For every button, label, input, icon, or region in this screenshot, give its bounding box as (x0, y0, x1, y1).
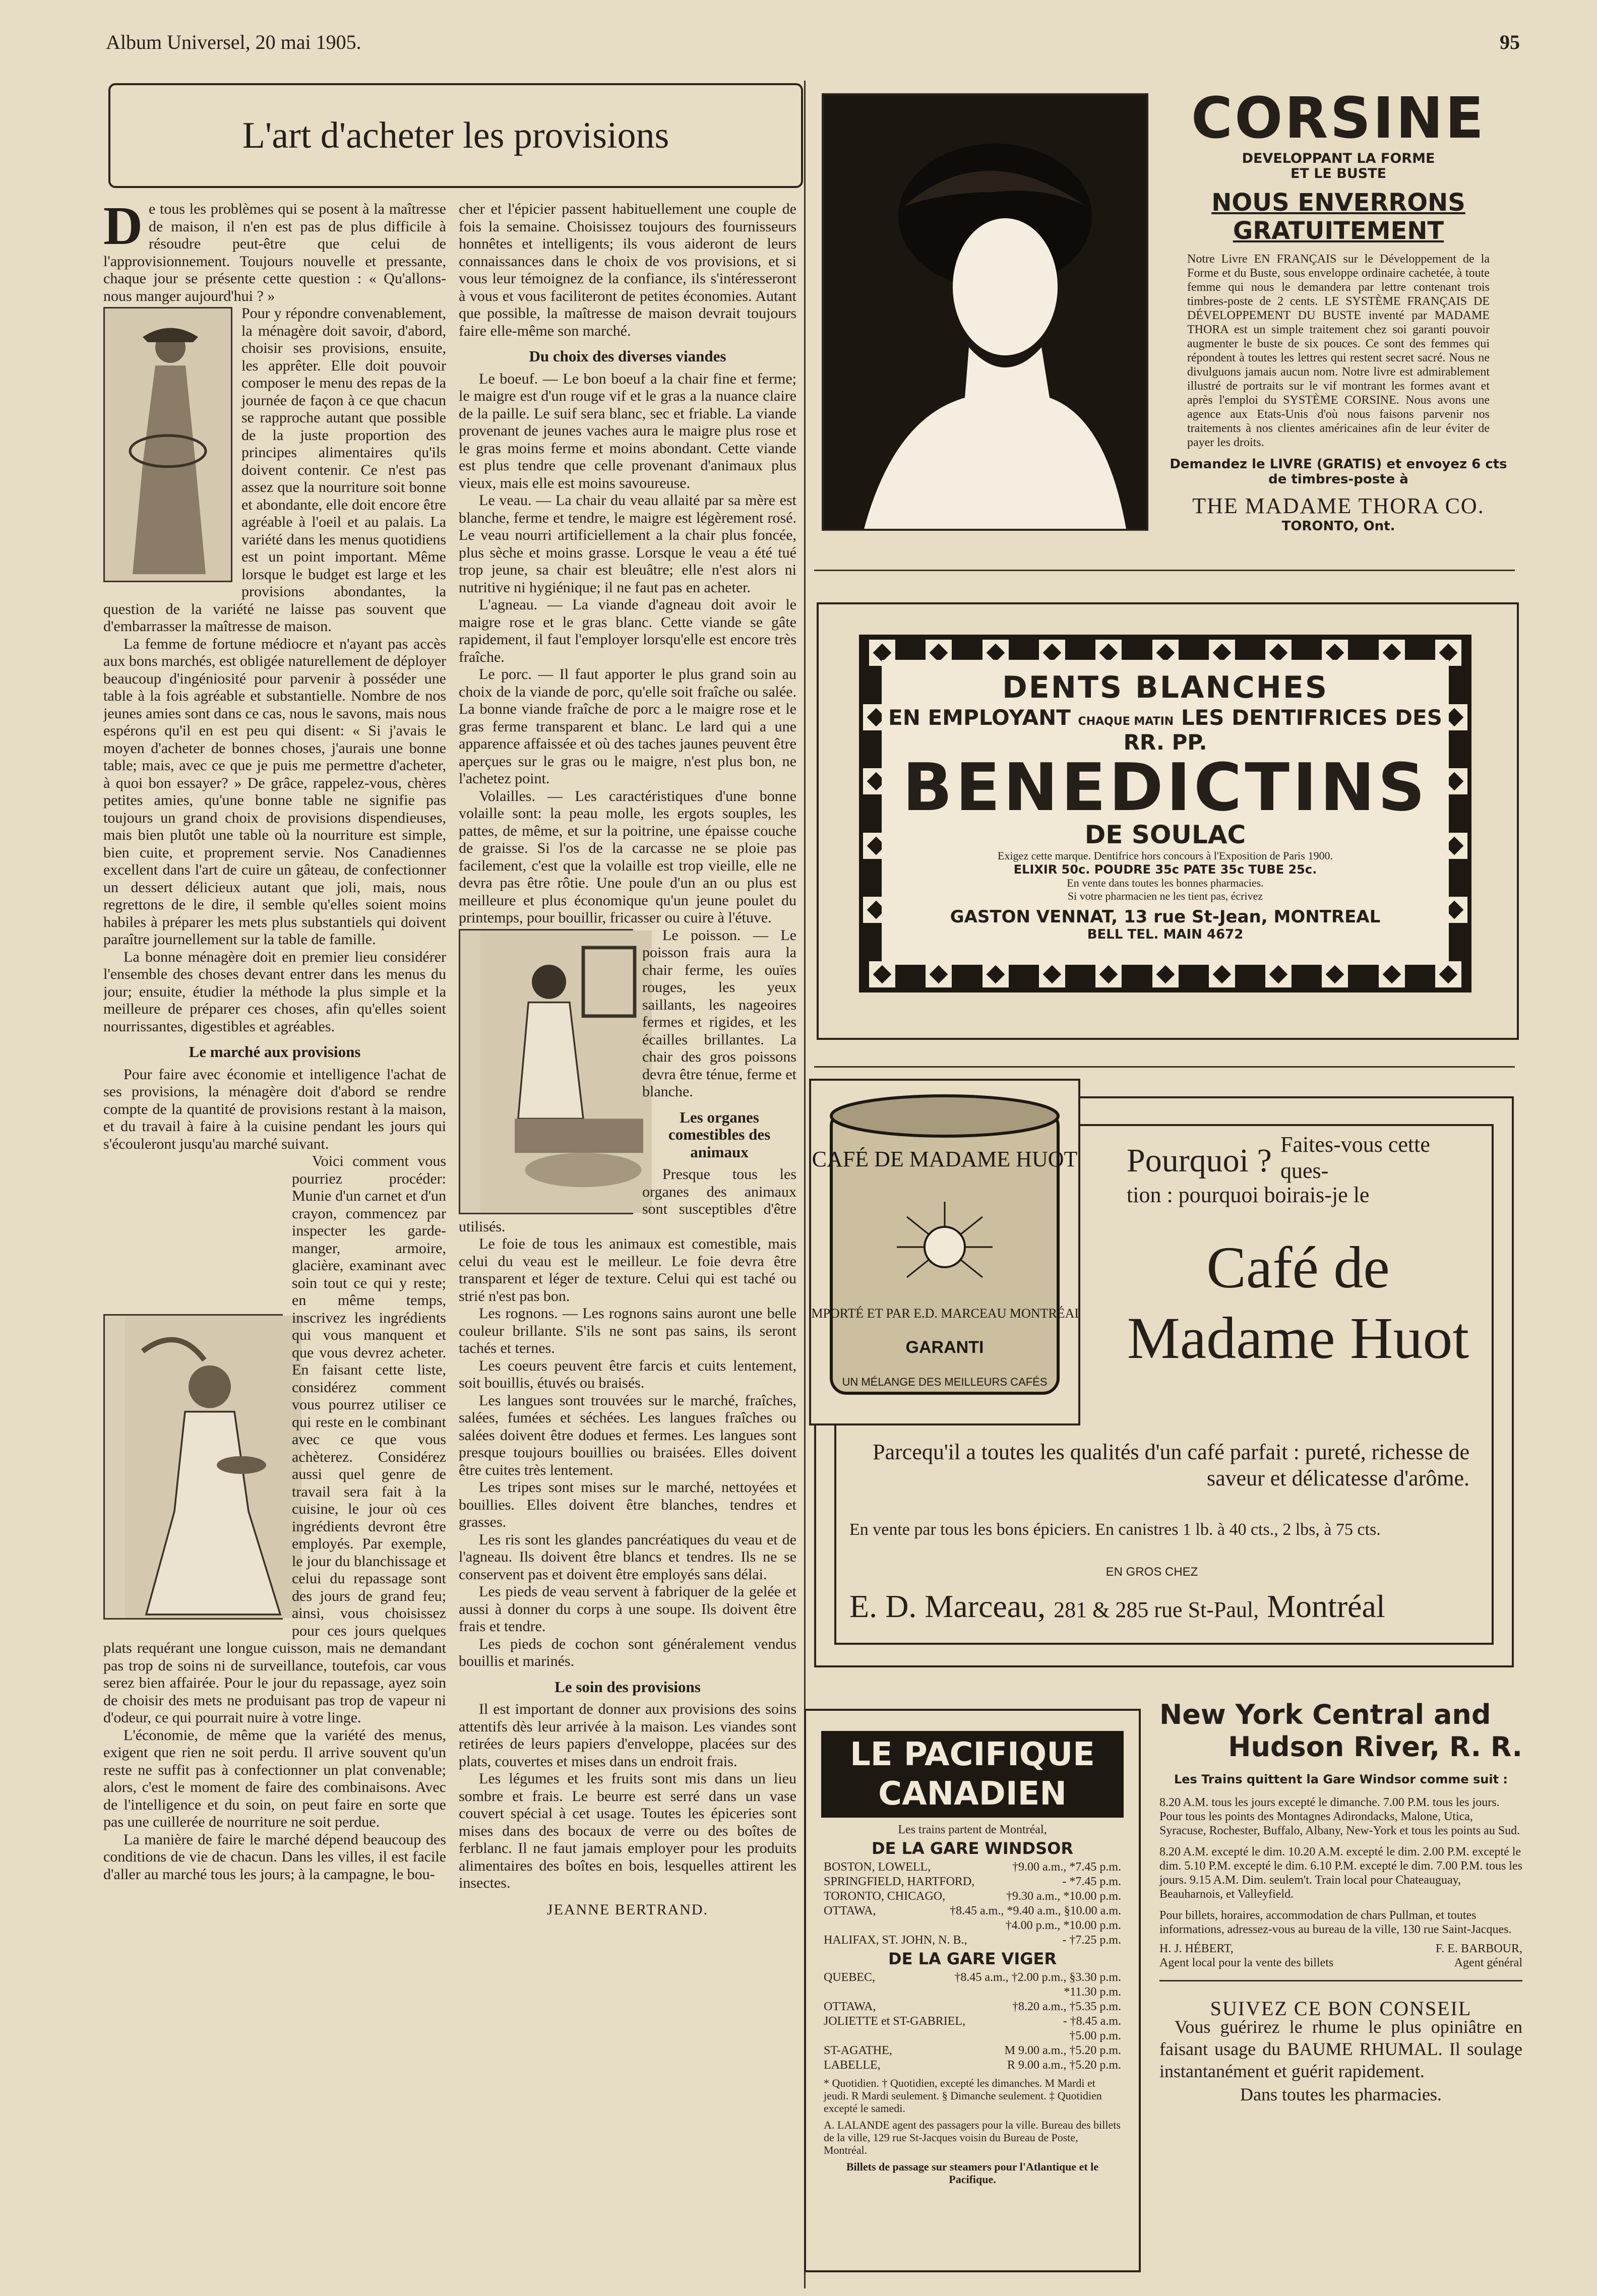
cafe-huot-ad (811, 1096, 1512, 1666)
nyc-block2: 8.20 A.M. excepté le dim. 10.20 A.M. excepté le dim. 2.00 P.M. excepté le dim. 5.10 P.M. excepté le dim. 6.10 P.M. excepté le dim. 7.00 P.M. tous les jours. 9.15 A.M. Dim. seulem't. Train local pour Chateauguay, Beauharnois, et Valleyfield. (1159, 1845, 1522, 1901)
dents-line2: EN EMPLOYANT CHAQUE MATIN LES DENTIFRICES DES RR. PP. (888, 705, 1442, 755)
dents-exigez: Exigez cette marque. Dentifrice hors concours à l'Exposition de Paris 1900. (998, 849, 1333, 862)
frame-diamond (1039, 961, 1065, 987)
paragraph: Les langues sont trouvées sur le marché, fraîches, salées, fumées et séchées. Les langues fraîches ou salées doivent être dodues et fermes. Les langues sont presque toujours bouillies ou braisées. Elles doivent être cuites très lentement. (459, 1392, 796, 1478)
dents-text-panel (882, 660, 1449, 965)
cafe-gros: EN GROS CHEZ (1105, 1565, 1198, 1579)
frame-diamond (1379, 961, 1405, 987)
schedule-destination: QUEBEC, (824, 1971, 875, 1984)
article-column-1 (103, 201, 446, 2272)
article-column-2 (459, 201, 796, 2272)
pac-gare-viger: DE LA GARE VIGER (888, 1949, 1057, 1968)
section-heading: Le marché aux provisions (189, 1043, 361, 1061)
viger-row (806, 2043, 1139, 2058)
windsor-row (806, 1860, 1139, 1875)
paragraph: Le foie de tous les animaux est comestible, mais celui du veau est le meilleur. Le foie devra être transparent et léger de texture. Celui qui est taché ou strié n'est pas bon. (459, 1235, 796, 1305)
paragraph: Pour faire avec économie et intelligence l'achat de ses provisions, la ménagère doit d'abord se rendre compte de la quantité de provisions restant à la maison, et du travail à faire à la cuisine pendant les jours qui s'écouleront jusqu'au marché suivant. (103, 1066, 446, 1152)
schedule-times: †5.00 p.m. (1069, 2029, 1121, 2042)
baume-pharm: Dans toutes les pharmacies. (1240, 2084, 1442, 2104)
article-title: L'art d'acheter les provisions (242, 114, 669, 156)
nyc-block1: 8.20 A.M. tous les jours excepté le dimanche. 7.00 P.M. tous les jours. Pour tous les points des Montagnes Adirondacks, Malone, Utica, Syracuse, Rochester, Buffalo, Albany, New-York et tous les points au Sud. (1159, 1796, 1520, 1837)
viger-row (806, 1970, 1139, 1985)
corsine-ask: Demandez le LIVRE (GRATIS) et envoyez 6 cts de timbres-poste à (1170, 457, 1507, 487)
paragraph: cher et l'épicier passent habituellement une couple de fois la semaine. Choisissez toujours des fournisseurs honnêtes et intelligents; ils vous aideront de leurs connaissances dans le choix de vos provisions, et si vous leur témoignez de la confiance, ils s'intéresseront à vous et vous faciliteront de petites économies. Autant que possible, la maîtresse de maison devrait toujours faire elle-même son marché. (459, 201, 796, 339)
frame-diamond (1265, 961, 1292, 987)
tin-band: UN MÉLANGE DES MEILLEURS CAFÉS (842, 1376, 1048, 1388)
viger-row (806, 2014, 1139, 2029)
corsine-ad (1167, 86, 1510, 534)
dents-tel: BELL TEL. MAIN 4672 (1087, 927, 1244, 942)
ad-separator (1159, 1980, 1522, 1981)
corsine-sub2: ET LE BUSTE (1290, 166, 1387, 181)
frame-diamond (869, 961, 895, 987)
frame-diamond (1095, 961, 1122, 987)
schedule-times: †4.00 p.m., *10.00 p.m. (1005, 1919, 1121, 1932)
schedule-times: - †8.45 a.m. (1063, 2015, 1121, 2028)
viger-schedule (806, 1970, 1139, 2073)
page-number: 95 (1500, 31, 1520, 53)
paragraph: La manière de faire le marché dépend beaucoup des conditions de vie de chacun. Dans les villes, il est facile d'aller au marché tous les jours; à la campagne, le bou- (103, 1831, 446, 1883)
corsine-company: THE MADAME THORA CO. (1192, 493, 1485, 518)
illustration-woman-kitchen (459, 929, 633, 1214)
paragraph: Le poisson. — Le poisson frais aura la chair ferme, les ouïes rouges, les yeux saillants, les nageoires fermes et rigides, et les écailles brillantes. La chair des gros poissons devra être ténue, ferme et blanche. (459, 927, 796, 1101)
dents-brand: BENEDICTINS (902, 749, 1428, 826)
frame-diamond (1209, 961, 1235, 987)
paragraph: Le boeuf. — Le bon boeuf a la chair fine et ferme; le maigre est d'un rouge vif et le gras a la nuance claire de la paille. Le suif sera blanc, sec et friable. La viande provenant de jeunes vaches aura le maigre plus rose et le gras moins ferme et moins abondant. Cette viande est plus tendre que celle provenant d'animaux plus vieux, mais elle est moins savoureuse. (459, 370, 796, 491)
schedule-times: *11.30 p.m. (1064, 1985, 1121, 1999)
schedule-destination: OTTAWA, (824, 2000, 876, 2013)
pac-agent: A. LALANDE agent des passagers pour la ville. Bureau des billets de la ville, 129 rue St-Jacques voisin du Bureau de Poste, Montréal. (824, 2119, 1121, 2156)
viger-row (806, 2000, 1139, 2014)
cafe-tion: tion : pourquoi boirais-je le (1127, 1183, 1370, 1207)
viger-row (806, 2058, 1139, 2073)
schedule-destination: ST-AGATHE, (824, 2044, 892, 2057)
schedule-times: - *7.45 p.m. (1062, 1875, 1121, 1888)
frame-diamond (926, 961, 952, 987)
windsor-schedule (806, 1860, 1139, 1948)
paragraph: Les pieds de veau servent à fabriquer de la gelée et aussi à donner du corps à une soupe. Ils doivent être frais et tendre. (459, 1583, 796, 1635)
corsine-sub1: DEVELOPPANT LA FORME (1242, 151, 1435, 166)
cafe-pourquoi: Pourquoi ? (1127, 1142, 1272, 1179)
frame-diamond (982, 961, 1009, 987)
windsor-row (806, 1875, 1139, 1889)
drop-cap: D (103, 201, 143, 256)
nyc-block3: Pour billets, horaires, accommodation de chars Pullman, et toutes informations, adressez-vous au bureau de la ville, 130 rue Saint-Jacques. (1159, 1909, 1512, 1936)
nyc-title1: New York Central and (1159, 1699, 1491, 1730)
pac-billets: Billets de passage sur steamers pour l'Atlantique et le Pacifique. (846, 2160, 1099, 2186)
dents-vente: En vente dans toutes les bonnes pharmacies. (1067, 877, 1264, 889)
coffee-tin-illustration (809, 1079, 1080, 1425)
schedule-times: †9.30 a.m., *10.00 p.m. (1006, 1890, 1121, 1903)
corsine-brand: CORSINE (1191, 86, 1486, 151)
paragraph: L'économie, de même que la variété des menus, exigent que rien ne soit perdu. Il arrive souvent qu'un reste ne suffit pas à confectionner un plat convenable; alors, c'est le moment de faire des combinaisons. Avec de l'intelligence et du soin, on peut faire en sorte que pas une cuillerée de nourriture ne soit perdue. (103, 1726, 446, 1830)
nyc-head: Les Trains quittent la Gare Windsor comme suit : (1174, 1772, 1508, 1786)
running-header: Album Universel, 20 mai 1905. (106, 31, 361, 53)
cafe-marceau: E. D. Marceau, 281 & 285 rue St-Paul, Montréal (849, 1588, 1385, 1624)
cafe-parce: Parcequ'il a toutes les qualités d'un café parfait : pureté, richesse de saveur et délicatesse d'arôme. (873, 1440, 1469, 1491)
paragraph: Voici comment vous pourriez procéder: Munie d'un carnet et d'un crayon, commencez par inspecter les garde-manger, armoire, glacière, examinant avec soin tout ce qui y reste; en même temps, inscrivez les ingrédients qui vous manquent et que vous devrez acheter. En faisant cette liste, considérez comment vous pourrez utiliser ce qui reste en le combinant avec ce que vous achèterez. Considérez aussi quel genre de travail sera fait à la cuisine, le jour où ces ingrédients devront être employés. Par exemple, le jour du blanchissage et celui du repassage sont des jours de grand feu; ainsi, vous choisissez pour ces jours quelques plats requérant une longue cuisson, mais ne demandant pas trop de soins ni de surveillance, toutefois, car vous serez bien affairée. Pour le jour du repassage, ayez soin de choisir des mets ne produisant pas trop de vapeur ni d'odeur, ce qui pourrait nuire à votre linge. (103, 1153, 446, 1726)
frame-diamond (1435, 961, 1461, 987)
schedule-times: †8.45 a.m., *9.40 a.m., §10.00 a.m. (950, 1904, 1121, 1917)
schedule-times: M 9.00 a.m., †5.20 p.m. (1004, 2044, 1121, 2057)
corsine-body: Notre Livre EN FRANÇAIS sur le Développement de la Forme et du Buste, sous enveloppe ordinaire cachetée, à toute femme qui nous le demandera par lettre contenant trois timbres-poste de 2 cents. LE SYSTÈME FRANÇAIS DE DÉVELOPPEMENT DU BUSTE inventé par MADAME THORA est un simple traitement chez soi garanti pouvoir augmenter le buste de six pouces. Ce sont des femmes qui répondent à toutes les lettres qui restent secret sacré. Nous ne divulguons jamais aucun nom. Notre livre est admirablement illustré de portraits sur le vif montrant les formes avant et après l'emploi du SYSTÈME CORSINE. Nous avons une agence aux Etats-Unis d'où nous faisons parvenir nos traitements à nos clientes américaines afin de leur éviter de payer les droits. (1187, 253, 1490, 449)
windsor-row (806, 1889, 1139, 1904)
pac-departs: Les trains partent de Montréal, (898, 1823, 1047, 1836)
schedule-destination: SPRINGFIELD, HARTFORD, (824, 1875, 975, 1888)
baume-headline: SUIVEZ CE BON CONSEIL (1210, 1997, 1472, 2020)
ny-central-ad (1159, 1699, 1522, 2104)
portrait-illustration (822, 93, 1148, 531)
paragraph: Les pieds de cochon sont généralement vendus bouillis et marinés. (459, 1635, 796, 1669)
pac-gare-windsor: DE LA GARE WINDSOR (872, 1839, 1073, 1858)
dents-soulac: DE SOULAC (1084, 820, 1246, 849)
pac-notes: * Quotidien. † Quotidien, excepté les dimanches. M Mardi et jeudi. R Mardi seulement. § Dimanche seulement. ‡ Quotidien excepté le samedi. (824, 2077, 1102, 2115)
schedule-times: R 9.00 a.m., †5.20 p.m. (1007, 2059, 1121, 2072)
schedule-destination: OTTAWA, (824, 1904, 876, 1917)
schedule-destination: JOLIETTE et ST-GABRIEL, (824, 2015, 966, 2028)
paragraph: Le porc. — Il faut apporter le plus grand soin au choix de la viande de porc, qu'elle soit fraîche ou salée. La bonne viande fraîche de porc a le maigre rose et le gras ferme transparent et blanc. Le lard qui a une apparence affaissée et où des taches jaunes peuvent être aperçues sur le gras ou le maigre, n'est plus bon, ne l'achetez point. (459, 666, 796, 787)
ad-separator (814, 1066, 1515, 1068)
cafe-brand: Café de Madame Huot (1127, 1234, 1469, 1371)
dents-headline: DENTS BLANCHES (1002, 670, 1329, 705)
viger-row (806, 1985, 1139, 2000)
schedule-destination: LABELLE, (824, 2059, 881, 2072)
windsor-row (806, 1904, 1139, 1918)
paragraph: Le veau. — La chair du veau allaité par sa mère est blanche, ferme et tendre, le maigre est légèrement rosé. Le veau nourri artificiellement a la chair plus foncée, plus sèche et moins grasse. Lorsque le veau a été tué trop jeune, sa chair est bleuâtre; elle n'est alors ni nutritive ni hygiénique; il ne faut pas en acheter. (459, 492, 796, 596)
paragraph: La femme de fortune médiocre et n'ayant pas accès aux bons marchés, est obligée naturellement de déployer beaucoup d'ingéniosité pour parvenir à posséder une table à la fois agréable et substantielle. Nombre de nos jeunes amies sont dans ce cas, nous le savons, mais nous espérons qu'il en est peu qui disent: « Si j'avais le moyen d'acheter de bonnes choses, j'aurais une bonne table; mais, avec ce que je puis me permettre d'acheter, à quoi bon essayer? » De grâce, rappelez-vous, chères petites amies, qu'une bonne table ne signifie pas toujours un grand choix de provisions dispendieuses, mais bien plutôt une table où la nourriture est simple, bien cuite, et proprement servie. Nos Canadiennes excellent dans l'art de cuire un gâteau, de confectionner un dessert délicieux autant que joli, mais, nous regrettons de le dire, il semble qu'elles soient moins habiles à préparer les mets plus substantiels qui doivent paraître journellement sur la table de famille. (103, 635, 446, 948)
dents-pharmacien: Si votre pharmacien ne les tient pas, écrivez (1067, 890, 1263, 902)
nyc-agents: H. J. HÉBERT, Agent local pour la vente des billets F. E. BARBOUR, Agent général (1159, 1942, 1522, 1969)
schedule-destination: TORONTO, CHICAGO, (824, 1890, 946, 1903)
dents-agent: GASTON VENNAT, 13 rue St-Jean, MONTREAL (950, 907, 1381, 927)
cafe-faites: Faites-vous cette ques- (1280, 1132, 1430, 1183)
article-title-box (108, 83, 803, 188)
section-heading: Du choix des diverses viandes (529, 347, 726, 365)
section-heading: Le soin des provisions (555, 1678, 701, 1696)
paragraph: De tous les problèmes qui se posent à la maîtresse de maison, il n'en est pas de plus difficile à résoudre peut-être que celui de l'approvisionnement. Toujours nouvelle et pressante, chaque jour se présente cette question : « Qu'allons-nous manger aujourd'hui ? » (103, 201, 446, 304)
paragraph: Les coeurs peuvent être farcis et cuits lentement, soit bouillis, étuvés ou braisés. (459, 1357, 796, 1391)
tin-garanti: GARANTI (905, 1338, 984, 1357)
ad-separator (814, 570, 1515, 571)
windsor-row (806, 1918, 1139, 1933)
baume-body: Vous guérirez le rhume le plus opiniâtre en faisant usage du BAUME RHUMAL. Il soulage instantanément et guérit rapidement. (1159, 2017, 1522, 2081)
paragraph: Les tripes sont mises sur le marché, nettoyées et bouillies. Elles doivent être blanches, tendres et grasses. (459, 1479, 796, 1530)
windsor-row (806, 1933, 1139, 1948)
schedule-times: †8.20 a.m., †5.35 p.m. (1012, 2000, 1121, 2013)
dents-prices: ELIXIR 50c. POUDRE 35c PATE 35c TUBE 25c. (1013, 862, 1317, 877)
pacifique-canadien-ad (804, 1709, 1141, 2272)
pacifique-logo: LE PACIFIQUE CANADIEN (821, 1731, 1124, 1818)
schedule-times: - †7.25 p.m. (1062, 1934, 1121, 1947)
tin-top-label: CAFÉ DE MADAME HUOT (812, 1147, 1078, 1171)
cafe-vente: En vente par tous les bons épiciers. En canistres 1 lb. à 40 cts., 2 lbs, à 75 cts. (849, 1520, 1381, 1539)
frame-diamond (1322, 961, 1348, 987)
paragraph: Volailles. — Les caractéristiques d'une bonne volaille sont: la peau molle, les ergots souples, les pattes, de même, et sur la poitrine, une épaisse couche de graisse. Si l'os de la carcasse ne se ploie pas facilement, c'est que la volaille est trop vieille, elle ne devra pas être rôtie. Une poule d'un an ou plus est meilleure et plus économique qu'un jeune poulet du printemps, pour bouillir, fricasser ou cuire à l'étuve. (459, 787, 796, 926)
corsine-city: TORONTO, Ont. (1281, 519, 1395, 534)
frame-diamond (1152, 961, 1179, 987)
nyc-title2: Hudson River, R. R. (1228, 1731, 1522, 1763)
corsine-headline: NOUS ENVERRONS GRATUITEMENT (1211, 189, 1465, 245)
section-heading: Les organes comestibles des animaux (668, 1108, 771, 1161)
schedule-destination: HALIFAX, ST. JOHN, N. B., (824, 1934, 967, 1947)
viger-row (806, 2029, 1139, 2043)
paragraph: Les ris sont les glandes pancréatiques du veau et de l'agneau. Ils doivent être blancs et tendres. Ils ne se conservent pas et doivent être employés sans délai. (459, 1531, 796, 1583)
author-signature: JEANNE BERTRAND. (546, 1901, 709, 1918)
paragraph: Les légumes et les fruits sont mis dans un lieu sombre et frais. Le beurre est serré dans un vase couvert spécial à cet usage. Toutes les épiceries sont mises dans des bocaux de verre ou des boîtes de ferblanc. Il ne faut jamais employer pour les produits alimentaires des boîtes en bois, lesquelles attirent les insectes. (459, 1770, 796, 1891)
paragraph: Pour y répondre convenablement, la ménagère doit savoir, d'abord, choisir ses provisions, ensuite, les apprêter. Elle doit pouvoir composer le menu des repas de la journée de façon à ce que chacun se rapproche autant que possible de la juste proportion des principes alimentaires qu'ils doivent contenir. Ce n'est pas assez que la nourriture soit bonne et abondante, elle doit encore être agréable à l'oeil et au palais. La variété dans les menus quotidiens est un point important. Même lorsque le budget est large et les provisions abondantes, la question de la variété ne laisse pas souvent que d'embarrasser la maîtresse de maison. (103, 305, 446, 635)
schedule-destination: BOSTON, LOWELL, (824, 1860, 931, 1874)
schedule-times: †8.45 a.m., †2.00 p.m., §3.30 p.m. (954, 1971, 1121, 1984)
illustration-woman-pie (103, 1314, 283, 1620)
paragraph: La bonne ménagère doit en premier lieu considérer l'ensemble des choses devant entrer dans les menus du jour; ensuite, étudier la méthode la plus simple et la meilleure de préparer ces choses, afin qu'elles soient nourrissantes, digestibles et agréables. (103, 948, 446, 1035)
paragraph: Les rognons. — Les rognons sains auront une belle couleur brillante. S'ils ne sont pas sains, ils seront tachés et ternes. (459, 1305, 796, 1356)
paragraph: Il est important de donner aux provisions des soins attentifs dès leur arrivée à la maison. Les viandes sont retirées de leurs papiers d'enveloppe, placées sur des plats, couvertes et mises dans un endroit frais. (459, 1701, 796, 1770)
schedule-times: †9.00 a.m., *7.45 p.m. (1012, 1860, 1121, 1874)
tin-mid-label: IMPORTÉ ET PAR E.D. MARCEAU MONTRÉAL (811, 1306, 1078, 1321)
illustration-woman-basket (103, 307, 232, 582)
dents-blanches-ad (817, 602, 1519, 1040)
paragraph: L'agneau. — La viande d'agneau doit avoir le maigre rose et le gras blanc. Cette viande se gâte rapidement, il faut l'employer lorsqu'elle est encore très fraîche. (459, 596, 796, 665)
paragraph: Presque tous les organes des animaux sont susceptibles d'être utilisés. (459, 1166, 796, 1235)
